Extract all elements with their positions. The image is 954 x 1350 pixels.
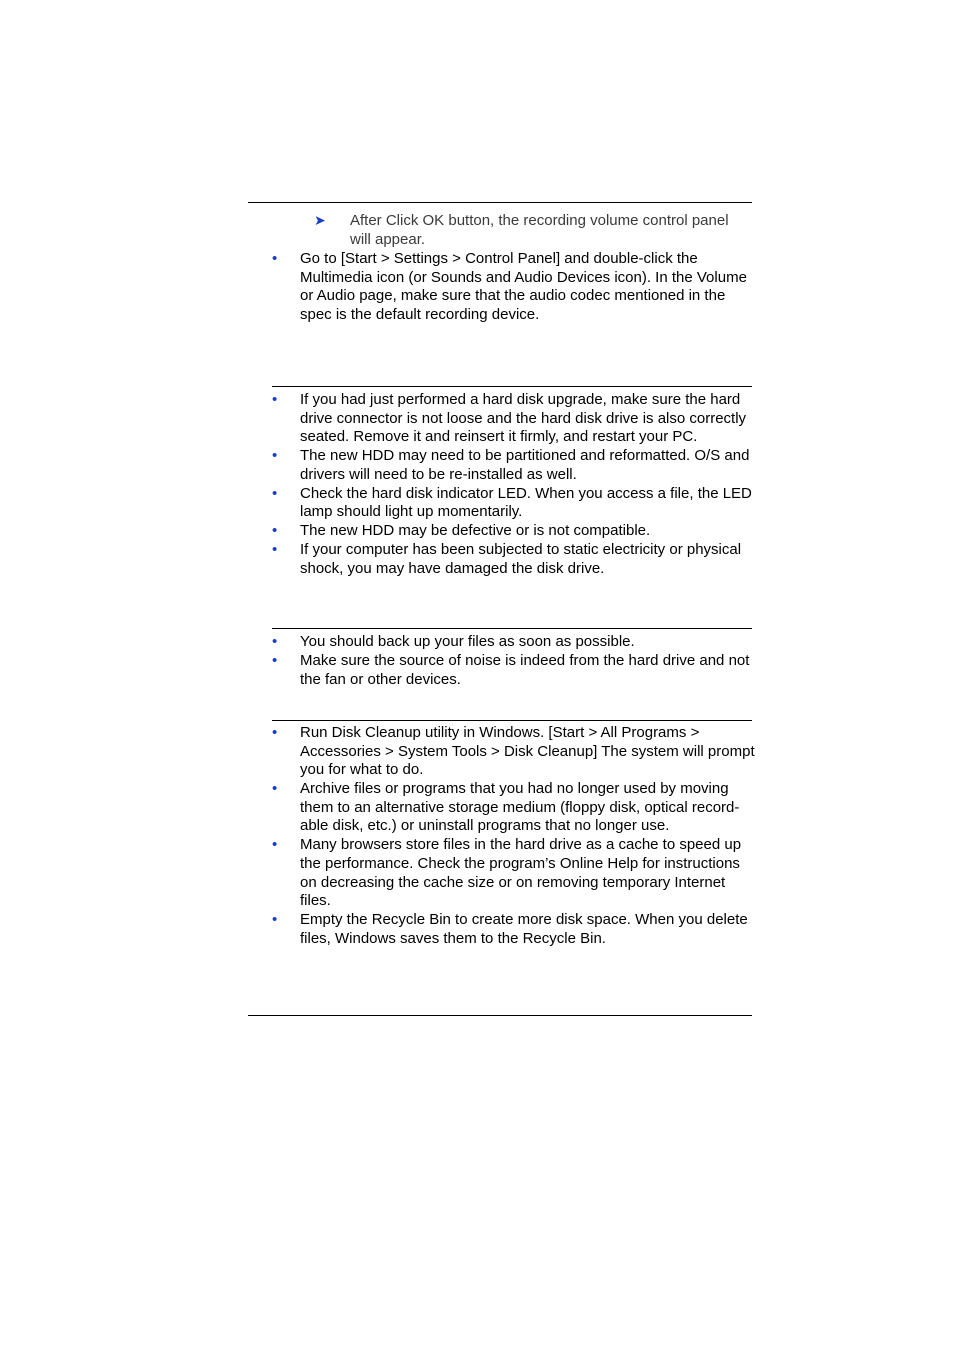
section3-list [272,633,756,690]
bullet-icon: • [272,911,278,929]
section-divider [272,386,752,387]
list-item-text: Make sure the source of noise is indeed from the hard drive and not the fan or other devices. [300,651,750,688]
list-item [272,250,756,324]
bullet-icon: • [272,724,278,741]
list-item-text: If your computer has been subjected to static electricity or physical shock, you may have damaged the disk drive. [300,541,742,577]
list-item [272,522,756,541]
sub-item-text: After Click OK button, the recording volume control panel will appear. [350,212,729,248]
bullet-icon: • [272,250,278,267]
list-item-text: Archive files or programs that you had no longer used by moving them to an alternative storage medium (floppy disk, optical record-able disk, etc.) or uninstall programs that no longer use. [300,780,740,835]
list-item-text: Many browsers store files in the hard drive as a cache to speed up the performance. Check the program’s Online Help for instructions on decreasing the cache size or on removing temporary Internet files. [300,836,742,910]
section2-list [272,391,756,579]
list-item [272,911,756,948]
list-item [272,541,756,578]
bullet-icon: • [272,633,278,650]
list-item-text: The new HDD may be defective or is not compatible. [300,522,651,540]
list-item [272,633,756,652]
bullet-icon: • [272,522,278,540]
bullet-icon: • [272,651,278,669]
section-divider [272,628,752,629]
list-item [272,724,756,780]
top-rule [248,202,752,203]
section-divider [272,720,752,721]
list-item [272,836,756,910]
list-item-text: Run Disk Cleanup utility in Windows. [Start > All Programs > Accessories > System Tools > Disk Cleanup] The system will prompt you for what to do. [300,724,755,779]
bullet-icon: • [272,541,278,559]
bullet-icon: • [272,484,278,502]
list-item-text: The new HDD may need to be partitioned and reformatted. O/S and drivers will need to be re-installed as well. [300,447,750,483]
section4-list [272,724,756,949]
section1-list [272,250,756,325]
bullet-icon: • [272,836,278,854]
bullet-icon: • [272,780,278,798]
list-item [272,780,756,836]
list-item-text: Empty the Recycle Bin to create more disk space. When you delete files, Windows saves them to the Recycle Bin. [300,911,748,947]
list-item-text: If you had just performed a hard disk upgrade, make sure the hard drive connector is not loose and the hard disk drive is also correctly seated. Remove it and reinsert it firmly, and restart your PC. [300,391,747,446]
list-item [272,652,756,689]
list-item [272,391,756,447]
list-item-text: Check the hard disk indicator LED. When you access a file, the LED lamp should light up momentarily. [300,484,752,521]
bullet-icon: • [272,447,278,465]
list-item-text: You should back up your files as soon as possible. [300,633,635,650]
bottom-rule [248,1015,752,1016]
list-item-text: Go to [Start > Settings > Control Panel] and double-click the Multimedia icon (or Sounds and Audio Devices icon). In the Volume or Audio page, make sure that the audio codec mentioned in the spec is the default recording device. [300,250,747,323]
arrow-bullet-icon: ➤ [314,212,326,228]
bullet-icon: • [272,391,278,408]
list-item [272,485,756,522]
list-item [272,447,756,484]
